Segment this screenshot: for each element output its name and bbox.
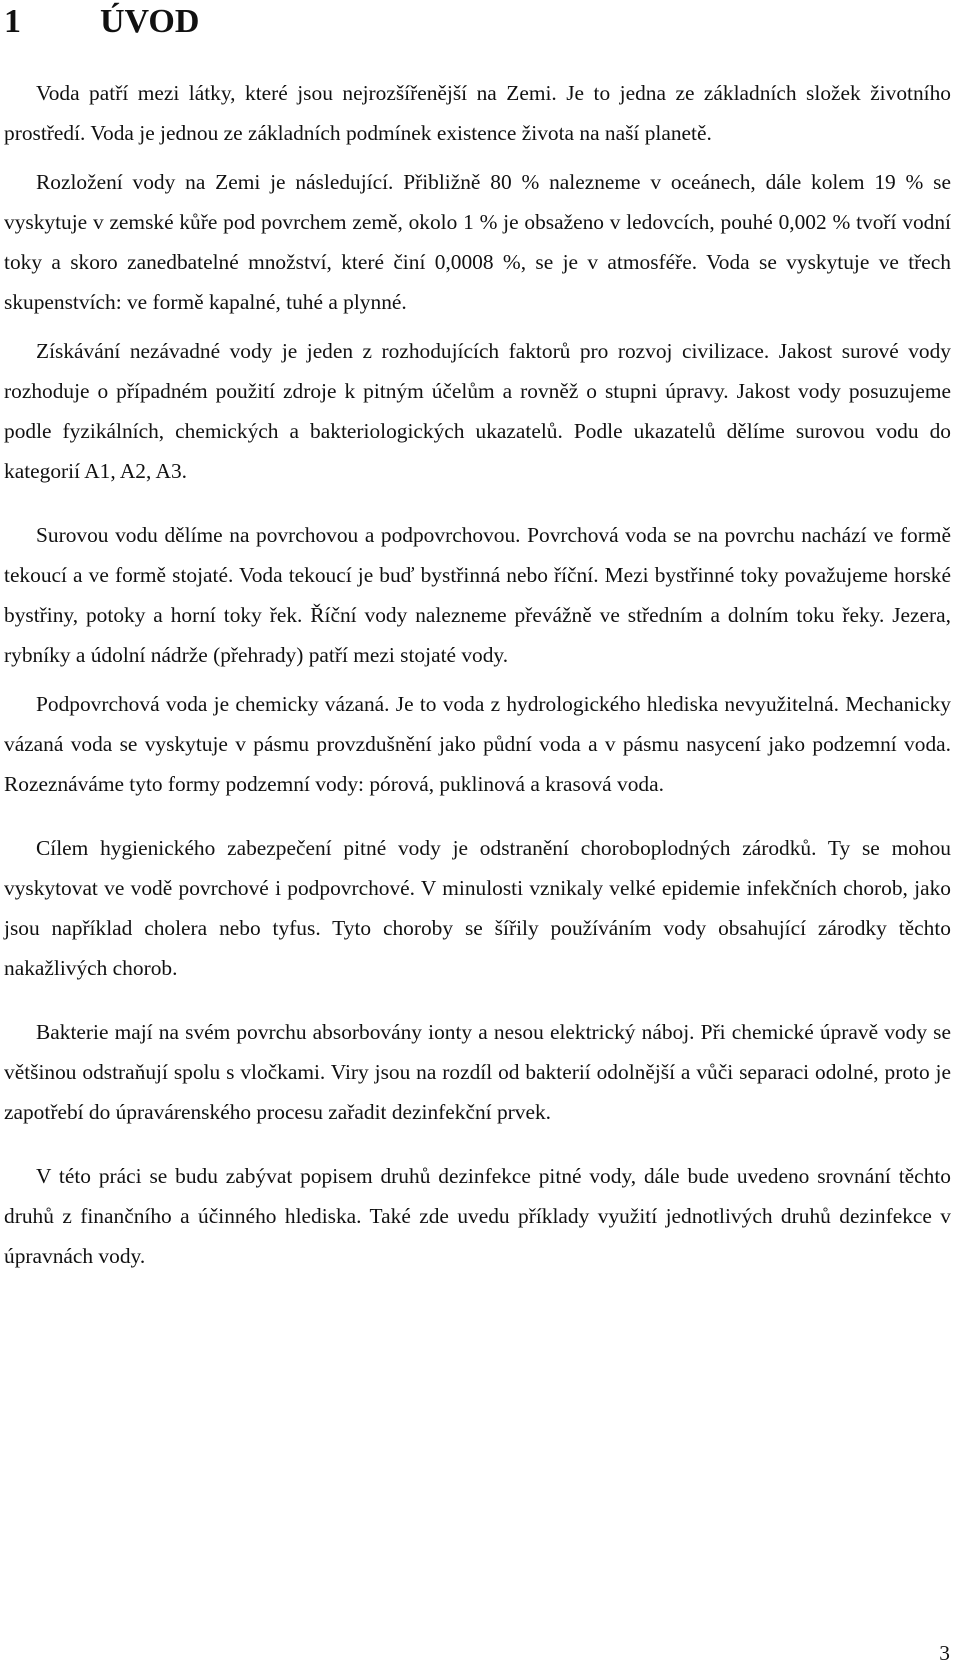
paragraph-thesis-aim: V této práci se budu zabývat popisem druhů dezinfekce pitné vody, dále bude uvedeno srovnání těchto druhů z finančního a účinného hlediska. Také zde uvedu příklady využití jednotlivých druhů dezinfekce v úpravnách vody. xyxy=(4,1164,951,1268)
page-number: 3 xyxy=(939,1641,950,1665)
chapter-number: 1 xyxy=(4,3,21,40)
paragraph-hygiene: Cílem hygienického zabezpečení pitné vody je odstranění choroboplodných zárodků. Ty se mohou vyskytovat ve vodě povrchové i podpovrchové. V minulosti vznikaly velké epidemie infekčních chorob, jako jsou například cholera nebo tyfus. Tyto choroby se šířily používáním vody obsahující zárodky těchto nakažlivých chorob. xyxy=(4,836,951,980)
paragraph-subsurface-water: Podpovrchová voda je chemicky vázaná. Je to voda z hydrologického hlediska nevyužitelná. Mechanicky vázaná voda se vyskytuje v pásmu provzdušnění jako půdní voda a v pásmu nasycení jako podzemní voda. Rozeznáváme tyto formy podzemní vody: pórová, puklinová a krasová voda. xyxy=(4,692,951,796)
paragraph-bacteria: Bakterie mají na svém povrchu absorbovány ionty a nesou elektrický náboj. Při chemické úpravě vody se většinou odstraňují spolu s vločkami. Viry jsou na rozdíl od bakterií odolnější a vůči separaci odolné, proto je zapotřebí do úpravárenského procesu zařadit dezinfekční prvek. xyxy=(4,1020,951,1124)
paragraph-intro: Voda patří mezi látky, které jsou nejrozšířenější na Zemi. Je to jedna ze základních složek životního prostředí. Voda je jednou ze základních podmínek existence života na naší planetě. xyxy=(4,81,951,145)
paragraph-surface-water: Surovou vodu dělíme na povrchovou a podpovrchovou. Povrchová voda se na povrchu nachází ve formě tekoucí a ve formě stojaté. Voda tekoucí je buď bystřinná nebo říční. Mezi bystřinné toky považujeme horské bystřiny, potoky a horní toky řek. Říční vody nalezneme převážně ve středním a dolním toku řeky. Jezera, rybníky a údolní nádrže (přehrady) patří mezi stojaté vody. xyxy=(4,523,951,667)
paragraph-water-distribution: Rozložení vody na Zemi je následující. Přibližně 80 % nalezneme v oceánech, dále kolem 19 % se vyskytuje v zemské kůře pod povrchem země, okolo 1 % je obsaženo v ledovcích, pouhé 0,002 % tvoří vodní toky a skoro zanedbatelné množství, které činí 0,0008 %, se je v atmosféře. Voda se vyskytuje ve třech skupenstvích: ve formě kapalné, tuhé a plynné. xyxy=(4,170,951,314)
body-text xyxy=(4,73,951,1300)
chapter-title: ÚVOD xyxy=(100,3,200,40)
chapter-heading xyxy=(4,2,199,42)
paragraph-water-quality: Získávání nezávadné vody je jeden z rozhodujících faktorů pro rozvoj civilizace. Jakost surové vody rozhoduje o případném použití zdroje k pitným účelům a rovněž o stupni úpravy. Jakost vody posuzujeme podle fyzikálních, chemických a bakteriologických ukazatelů. Podle ukazatelů dělíme surovou vodu do kategorií A1, A2, A3. xyxy=(4,339,951,483)
